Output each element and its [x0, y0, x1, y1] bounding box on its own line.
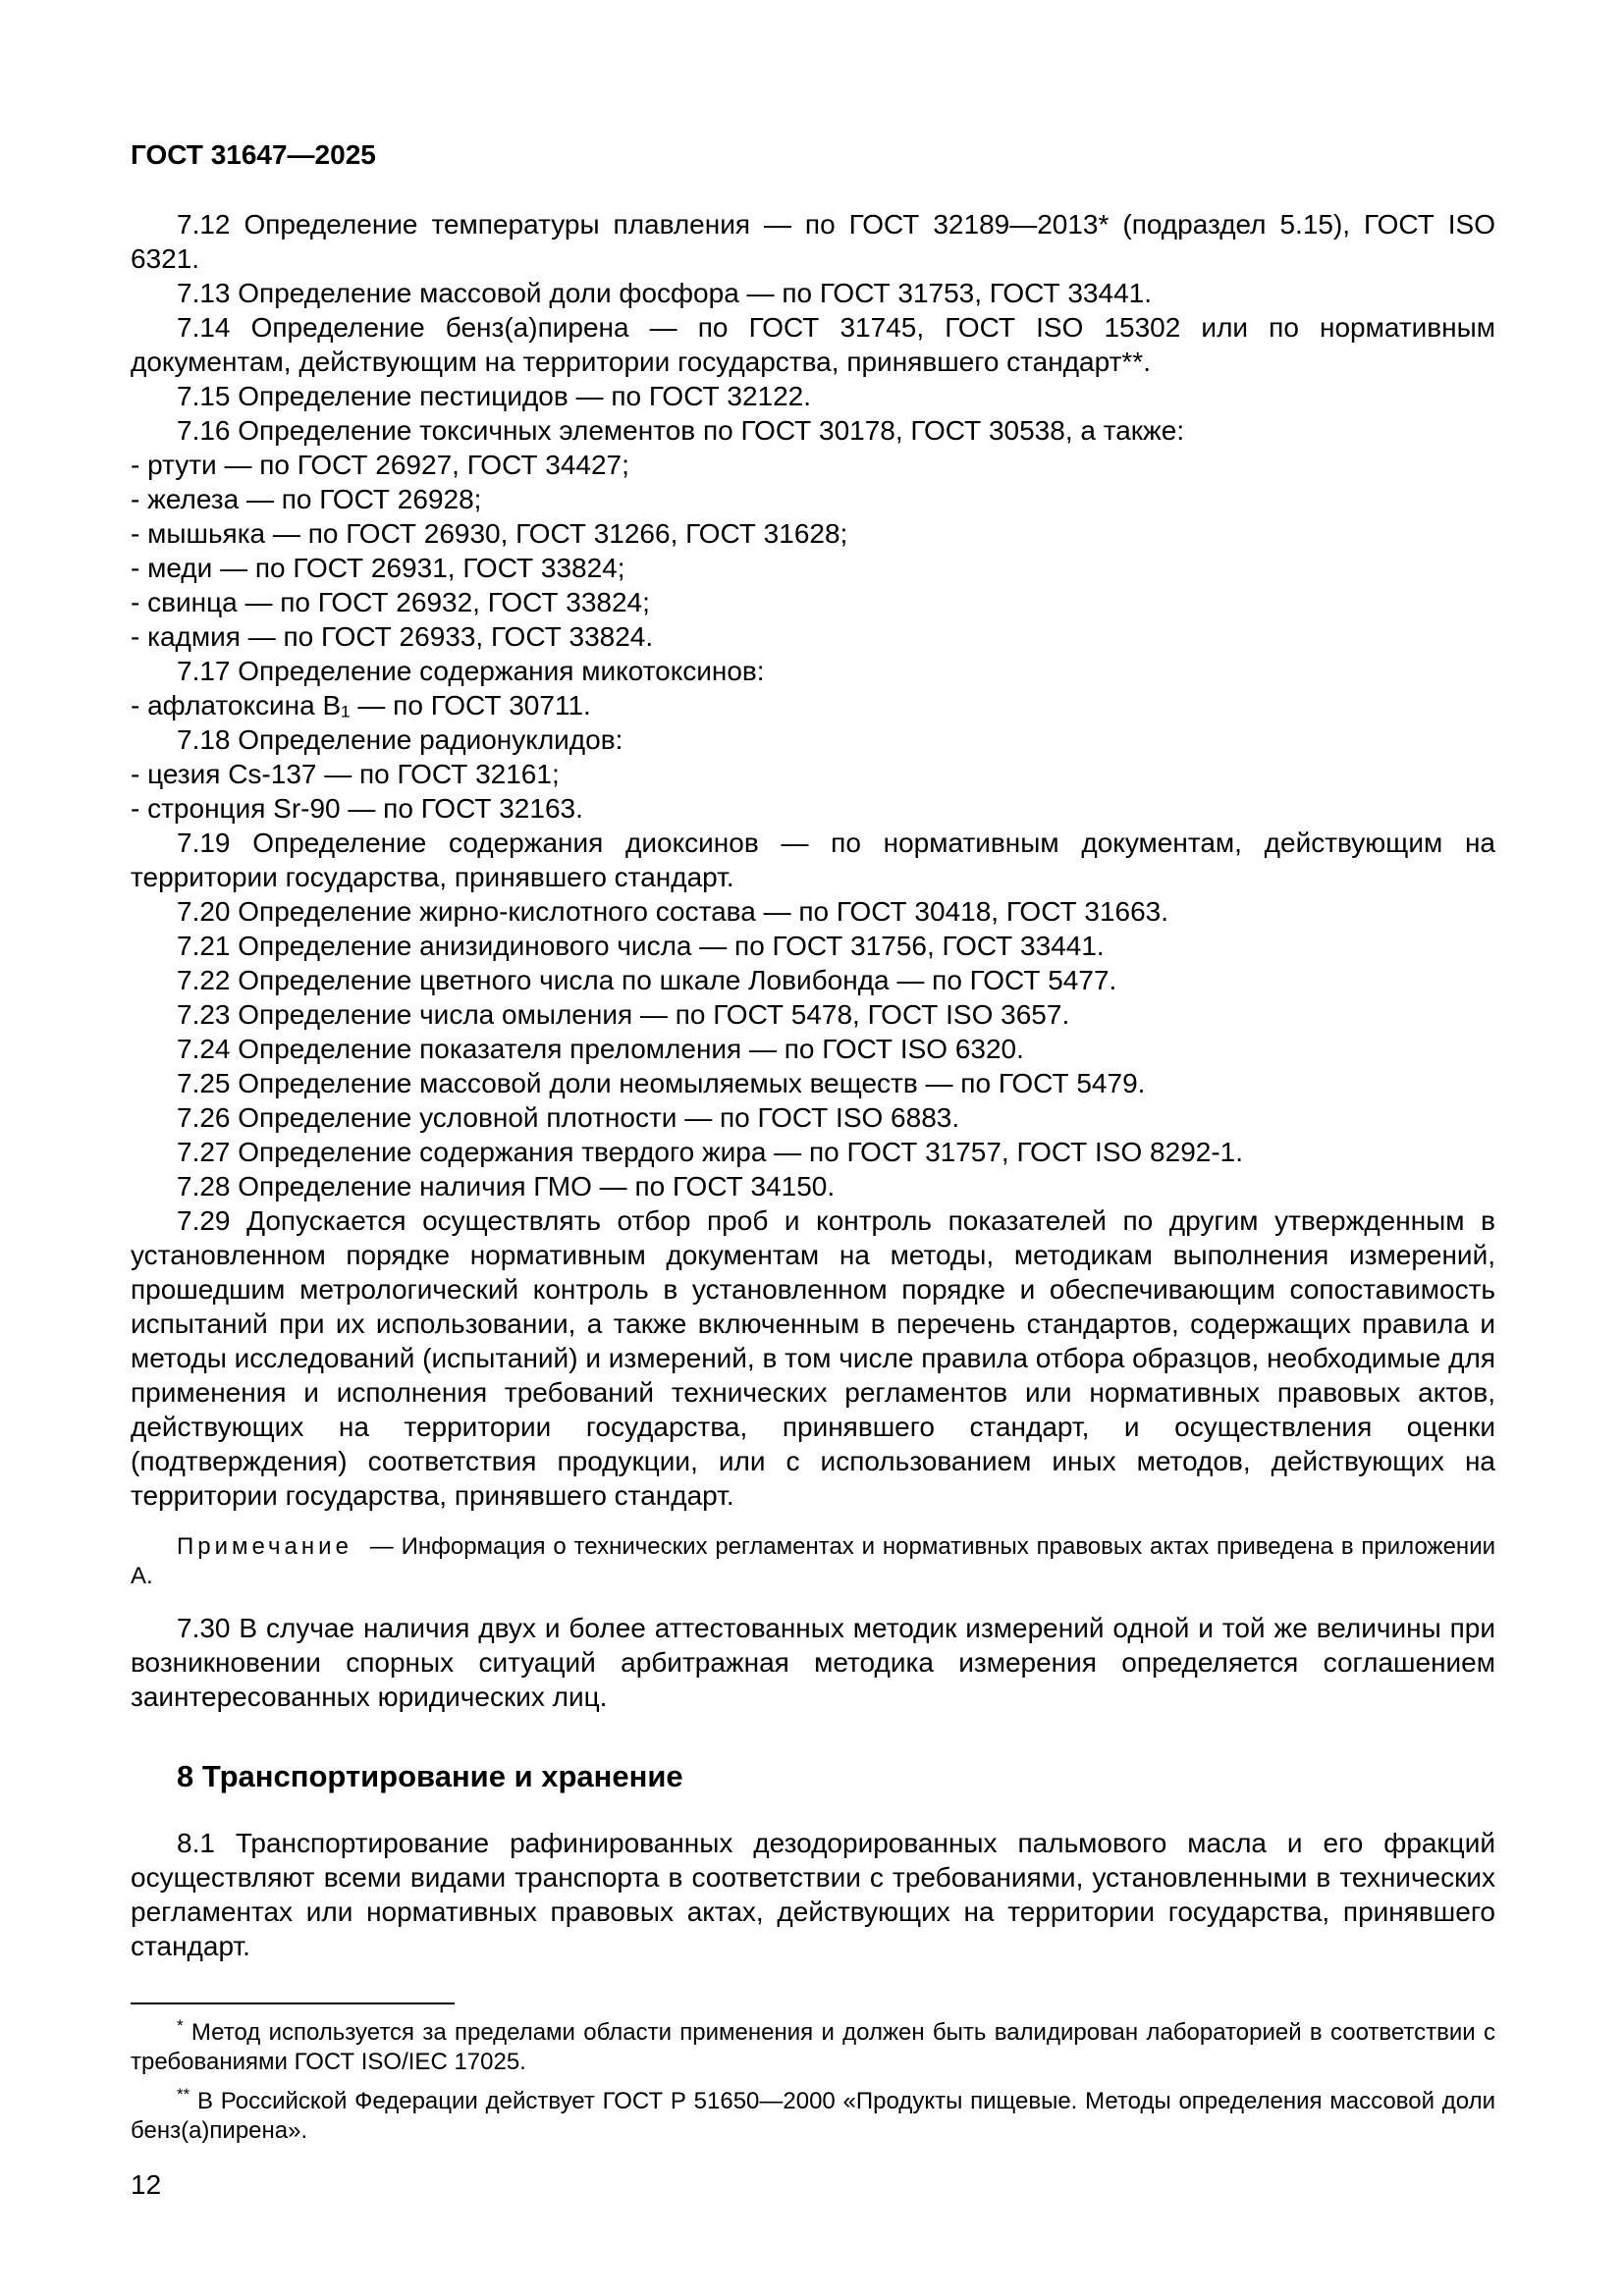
- paragraph: 7.13 Определение массовой доли фосфора — по ГОСТ 31753, ГОСТ 33441.: [177, 278, 1152, 308]
- paragraph: 7.21 Определение анизидинового числа — по ГОСТ 31756, ГОСТ 33441.: [177, 931, 1105, 961]
- paragraph: 7.25 Определение массовой доли неомыляемых веществ — по ГОСТ 5479.: [177, 1068, 1146, 1098]
- list-item: - свинца — по ГОСТ 26932, ГОСТ 33824;: [131, 587, 650, 617]
- paragraph: 7.26 Определение условной плотности — по ГОСТ ISO 6883.: [177, 1102, 960, 1133]
- paragraph: 8.1 Транспортирование рафинированных дезодорированных пальмового масла и его фракций осуществляют всеми видами транспорта в соответствии с требованиями, установленными в технических регламентах или нормативных правовых актах, действующих на территории государства, принявшего стандарт.: [131, 1828, 1495, 1961]
- document-header: ГОСТ 31647—2025: [131, 139, 376, 170]
- paragraph: 7.12 Определение температуры плавления — по ГОСТ 32189—2013* (подраздел 5.15), ГОСТ ISO 6321.: [131, 209, 1495, 274]
- paragraph: 7.28 Определение наличия ГМО — по ГОСТ 34150.: [177, 1171, 836, 1201]
- page-number: 12: [131, 2169, 162, 2200]
- note-text: — Информация о технических регламентах и нормативных правовых актах приведена в приложении А.: [131, 1533, 1496, 1589]
- footnotes: [131, 2018, 1495, 2146]
- paragraph: 7.23 Определение числа омыления — по ГОСТ 5478, ГОСТ ISO 3657.: [177, 999, 1070, 1030]
- section-heading: 8 Транспортирование и хранение: [177, 1759, 683, 1793]
- footnote-marker: *: [177, 2016, 184, 2035]
- paragraph: 7.24 Определение показателя преломления — по ГОСТ ISO 6320.: [177, 1034, 1024, 1064]
- paragraph: 7.14 Определение бенз(а)пирена — по ГОСТ 31745, ГОСТ ISO 15302 или по нормативным документам, действующим на территории государства, принявшего стандарт**.: [131, 312, 1495, 377]
- paragraph: 7.29 Допускается осуществлять отбор проб и контроль показателей по другим утвержденным в установленном порядке нормативным документам на методы, методикам выполнения измерений, прошедшим метрологический контроль в установленном порядке и обеспечивающим сопоставимость испытаний при их использовании, а также включенным в перечень стандартов, содержащих правила и методы исследований (испытаний) и измерений, в том числе правила отбора образцов, необходимые для применения и исполнения требований технических регламентов или нормативных правовых актов, действующих на территории государства, принявшего стандарт, и осуществления оценки (подтверждения) соответствия продукции, или с использованием иных методов, действующих на территории государства, принявшего стандарт.: [131, 1205, 1495, 1511]
- document-body: [131, 207, 1495, 1963]
- paragraph: 7.19 Определение содержания диоксинов — по нормативным документам, действующим на территории государства, принявшего стандарт.: [131, 828, 1495, 892]
- footnote: [131, 2087, 1495, 2146]
- list-item: - афлатоксина В₁ — по ГОСТ 30711.: [131, 690, 591, 721]
- paragraph: 7.20 Определение жирно-кислотного состава — по ГОСТ 30418, ГОСТ 31663.: [177, 896, 1169, 927]
- paragraph: 7.15 Определение пестицидов — по ГОСТ 32122.: [177, 381, 812, 411]
- paragraph: 7.17 Определение содержания микотоксинов:: [177, 656, 765, 686]
- list-item: - железа — по ГОСТ 26928;: [131, 484, 482, 514]
- footnote-text: В Российской Федерации действует ГОСТ Р 51650—2000 «Продукты пищевые. Методы определения массовой доли бенз(а)пирена».: [131, 2088, 1495, 2144]
- paragraph: 7.16 Определение токсичных элементов по ГОСТ 30178, ГОСТ 30538, а также:: [177, 415, 1185, 446]
- paragraph: 7.18 Определение радионуклидов:: [177, 724, 623, 755]
- list-item: - кадмия — по ГОСТ 26933, ГОСТ 33824.: [131, 621, 654, 652]
- footnote-marker: **: [177, 2085, 190, 2104]
- list-item: - мышьяка — по ГОСТ 26930, ГОСТ 31266, ГОСТ 31628;: [131, 518, 848, 549]
- paragraph: 7.30 В случае наличия двух и более аттестованных методик измерений одной и той же величины при возникновении спорных ситуаций арбитражная методика измерения определяется соглашением заинтересованных юридических лиц.: [131, 1613, 1495, 1712]
- paragraph: 7.22 Определение цветного числа по шкале Ловибонда — по ГОСТ 5477.: [177, 965, 1117, 995]
- footnote-separator: [131, 2002, 455, 2004]
- footnote: [131, 2018, 1495, 2077]
- list-item: - меди — по ГОСТ 26931, ГОСТ 33824;: [131, 553, 625, 583]
- paragraph: 7.27 Определение содержания твердого жира — по ГОСТ 31757, ГОСТ ISO 8292-1.: [177, 1137, 1244, 1167]
- list-item: - стронция Sr-90 — по ГОСТ 32163.: [131, 793, 583, 824]
- list-item: - ртути — по ГОСТ 26927, ГОСТ 34427;: [131, 450, 629, 480]
- list-item: - цезия Cs-137 — по ГОСТ 32161;: [131, 759, 560, 789]
- note-lead: Примечание: [177, 1533, 352, 1560]
- footnote-text: Метод используется за пределами области применения и должен быть валидирован лабораторией в соответствии с требованиями ГОСТ ISO/IEC 17025.: [131, 2019, 1495, 2075]
- note: [131, 1532, 1495, 1591]
